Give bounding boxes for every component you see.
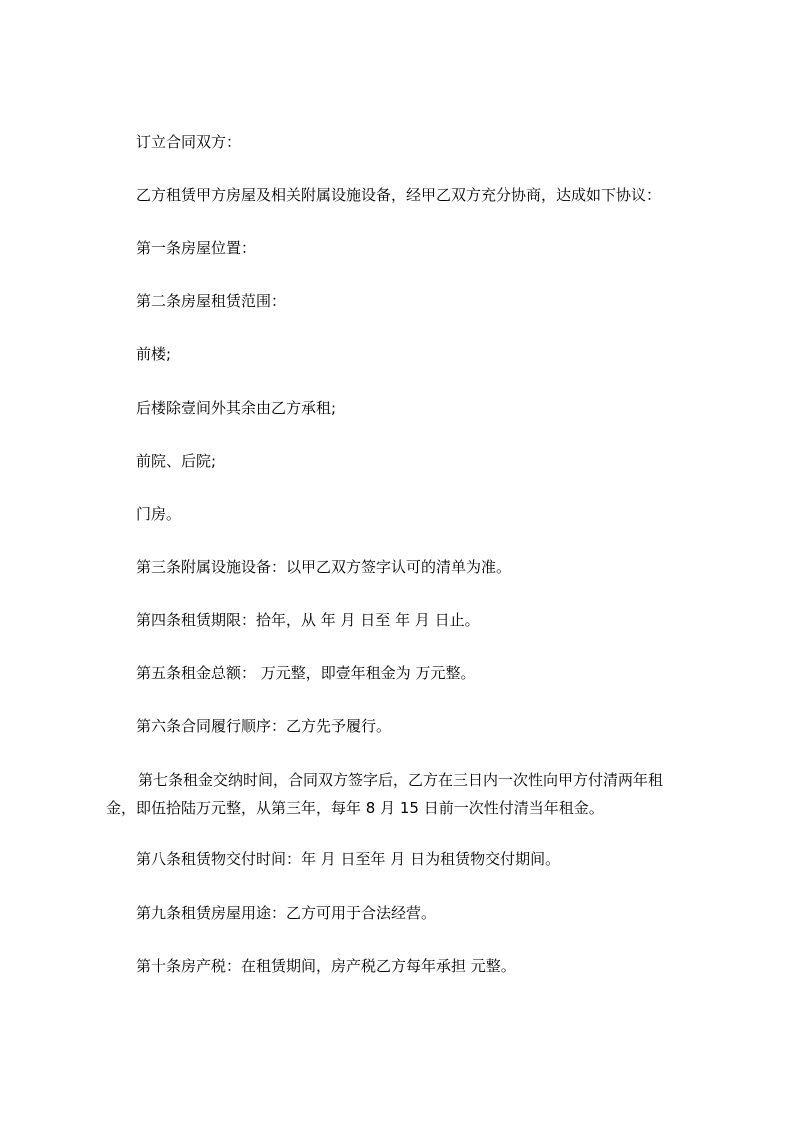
paragraph-article-5: 第五条租金总额： 万元整，即壹年租金为 万元整。	[136, 664, 476, 682]
paragraph-article-9: 第九条租赁房屋用途：乙方可用于合法经营。	[136, 904, 437, 922]
article-7-line-2: 金，即伍拾陆万元整，从第三年，每年 8 月 15 日前一次性付清当年租金。	[106, 799, 604, 817]
paragraph-article-8: 第八条租赁物交付时间：年 月 日至年 月 日为租赁物交付期间。	[136, 850, 561, 868]
paragraph-article-10: 第十条房产税：在租赁期间，房产税乙方每年承担 元整。	[136, 957, 516, 975]
paragraph-article-1: 第一条房屋位置：	[136, 239, 257, 257]
paragraph-parties: 订立合同双方：	[136, 133, 242, 151]
paragraph-rear-building: 后楼除壹间外其余由乙方承租;	[136, 399, 337, 417]
paragraph-article-3: 第三条附属设施设备：以甲乙双方签字认可的清单为准。	[136, 558, 512, 576]
paragraph-agreement-intro: 乙方租赁甲方房屋及相关附属设施设备，经甲乙双方充分协商，达成如下协议：	[136, 186, 662, 204]
paragraph-gatehouse: 门房。	[136, 505, 182, 523]
paragraph-courtyards: 前院、后院;	[136, 452, 217, 470]
article-7-line-1: 第七条租金交纳时间，合同双方签字后，乙方在三日内一次性向甲方付清两年租	[138, 771, 664, 789]
paragraph-article-7	[106, 766, 706, 822]
paragraph-front-building: 前楼;	[136, 345, 172, 363]
paragraph-article-6: 第六条合同履行顺序：乙方先予履行。	[136, 717, 392, 735]
paragraph-article-2: 第二条房屋租赁范围：	[136, 292, 287, 310]
paragraph-article-4: 第四条租赁期限：拾年，从 年 月 日至 年 月 日止。	[136, 611, 480, 629]
